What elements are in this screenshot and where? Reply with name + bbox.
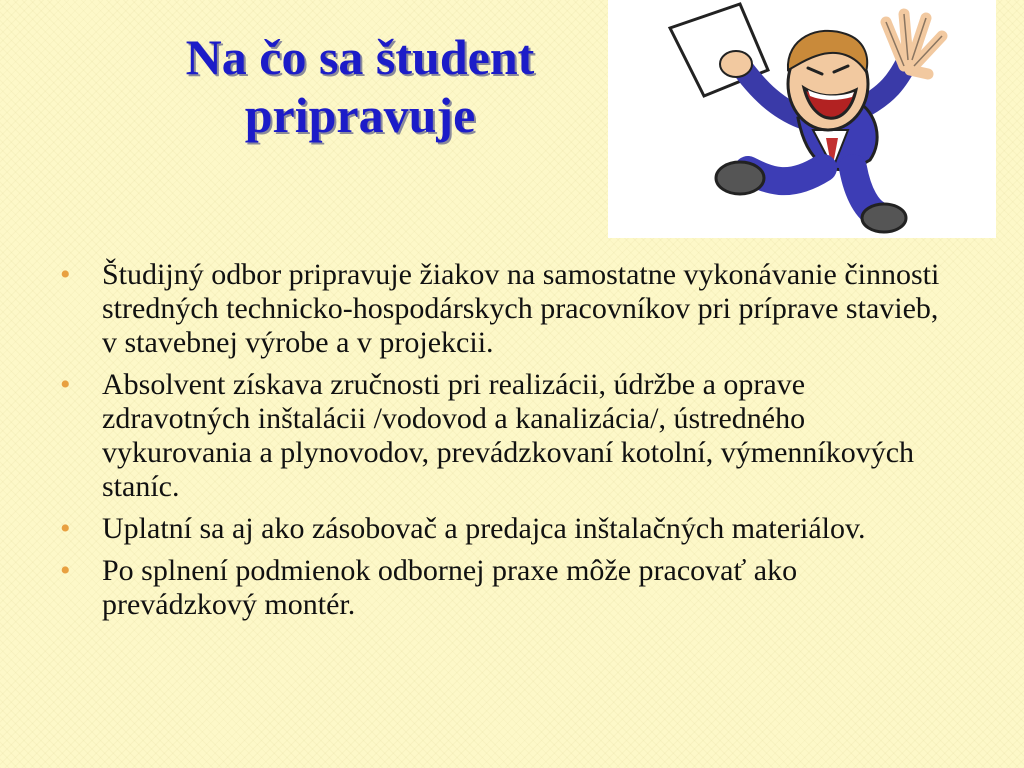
bullet-dot-icon: • bbox=[60, 368, 71, 401]
bullet-dot-icon: • bbox=[60, 258, 71, 291]
bullet-text: Absolvent získava zručnosti pri realizácii, údržbe a oprave zdravotných inštalácii /vodovod a kanalizácia/, ústredného vykurovania a plynovodov, prevádzkovaní kotolní, výmenníkových staníc. bbox=[102, 368, 915, 503]
slide-title bbox=[110, 28, 610, 144]
bullet-item-3 bbox=[58, 512, 958, 546]
bullet-dot-icon: • bbox=[60, 554, 71, 587]
slide-title-line-1: Na čo sa študent bbox=[185, 29, 535, 85]
bullet-item-4 bbox=[58, 554, 958, 622]
bullet-text: Študijný odbor pripravuje žiakov na samostatne vykonávanie činnosti stredných technicko-hospodárskych pracovníkov pri príprave stavieb, v stavebnej výrobe a v projekcii. bbox=[102, 258, 940, 359]
bullet-item-2 bbox=[58, 368, 958, 504]
bullet-list bbox=[58, 258, 958, 630]
cheering-student-clipart-icon bbox=[608, 0, 996, 238]
bullet-dot-icon: • bbox=[60, 512, 71, 545]
bullet-text: Uplatní sa aj ako zásobovač a predajca inštalačných materiálov. bbox=[102, 512, 866, 545]
slide-title-line-2: pripravuje bbox=[244, 87, 476, 143]
bullet-text: Po splnení podmienok odbornej praxe môže pracovať ako prevádzkový montér. bbox=[102, 554, 798, 621]
bullet-item-1 bbox=[58, 258, 958, 360]
